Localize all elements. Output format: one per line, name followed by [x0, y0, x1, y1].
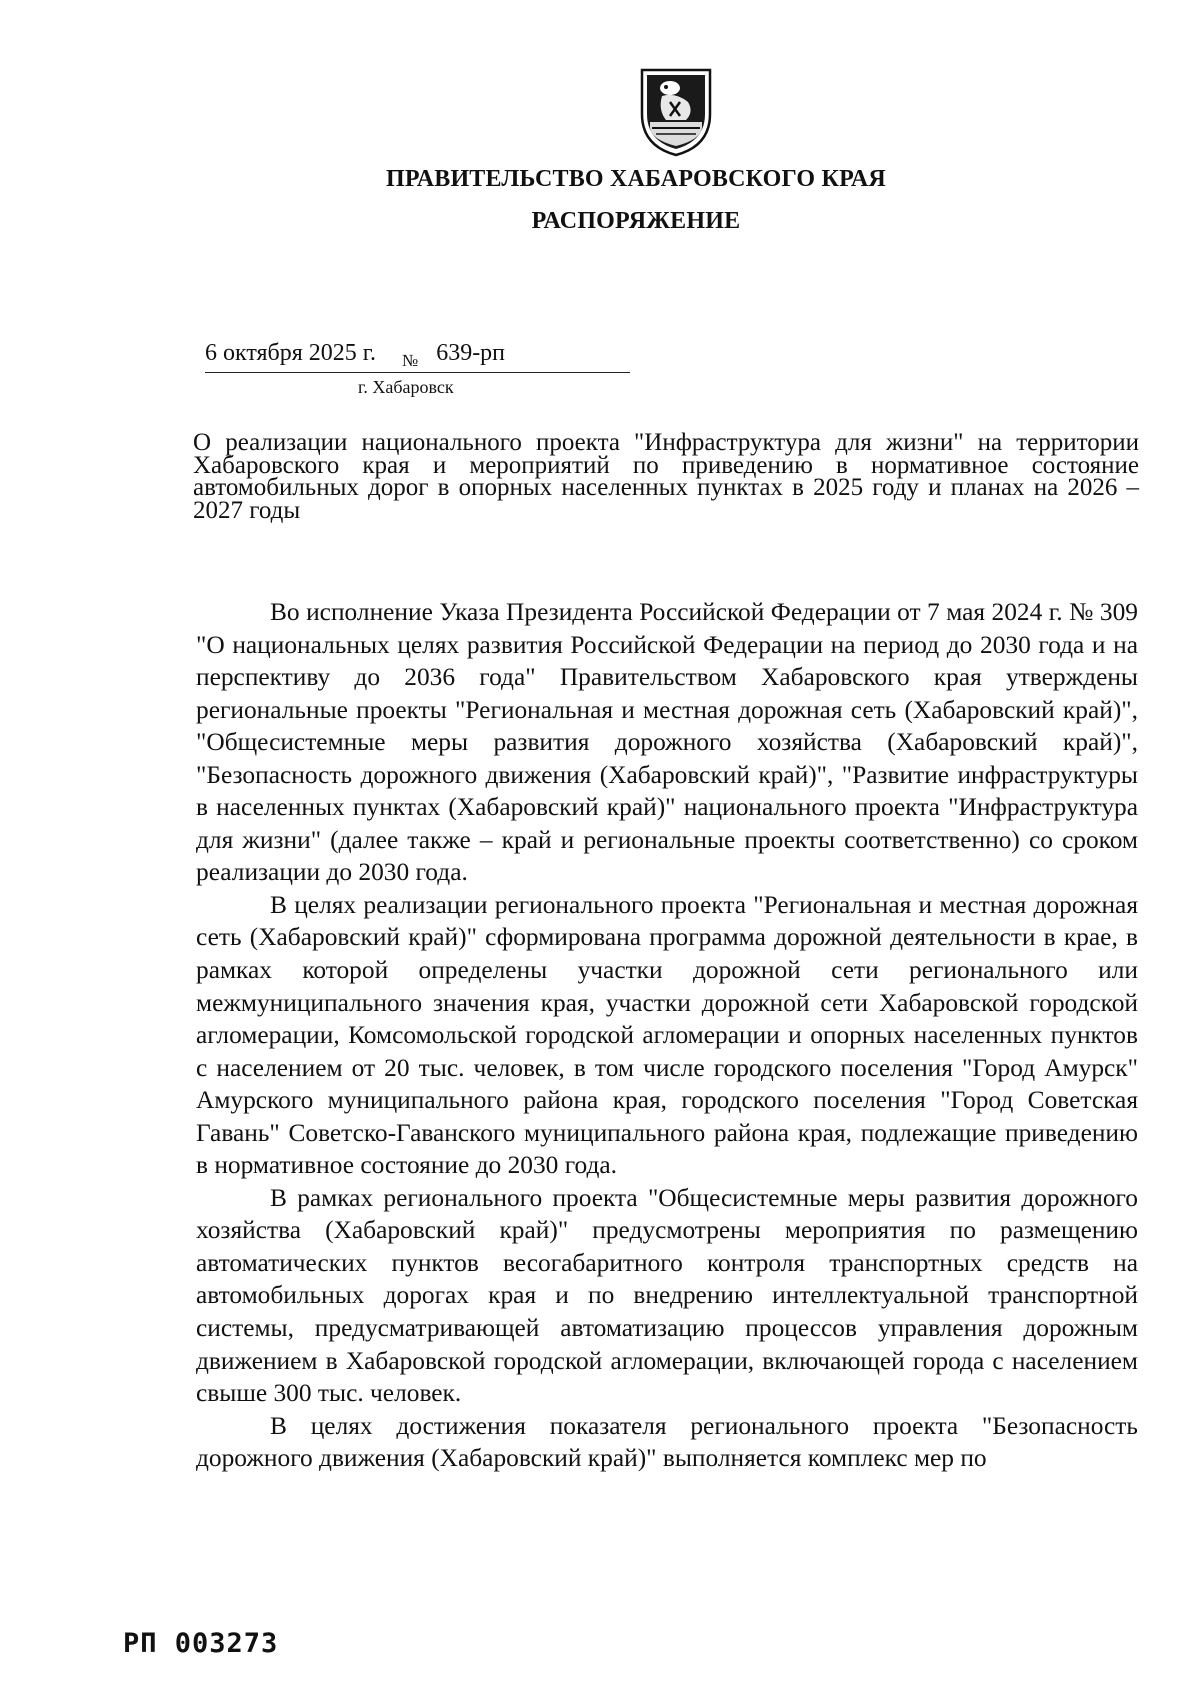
document-body	[196, 596, 1138, 1475]
authority-title: ПРАВИТЕЛЬСТВО ХАБАРОВСКОГО КРАЯ	[386, 166, 886, 192]
body-paragraph: В целях достижения показателя регионального проекта "Безопасность дорожного движения (Хабаровский край)" выполняется комплекс мер по	[196, 1411, 1138, 1473]
date-number-line	[205, 340, 505, 371]
body-paragraph: В рамках регионального проекта "Общесистемные меры развития дорожного хозяйства (Хабаровский край)" предусмотрены мероприятия по размещению автоматических пунктов весогабаритного контроля транспортных средств на автомобильных дорогах края и по внедрению интеллектуальной транспортной системы, предусматривающей автоматизацию процессов управления дорожным движением в Хабаровской городской агломерации, включающей города с населением свыше 300 тыс. человек.	[196, 1183, 1138, 1408]
document-date: 6 октября 2025 г.	[205, 340, 376, 366]
body-paragraph: Во исполнение Указа Президента Российской Федерации от 7 мая 2024 г. № 309 "О национальных целях развития Российской Федерации на период до 2030 года и на перспективу до 2036 года" Правительством Хабаровского края утверждены региональные проекты "Региональная и местная дорожная сеть (Хабаровский край)", "Общесистемные меры развития дорожного хозяйства (Хабаровский край)", "Безопасность дорожного движения (Хабаровский край)", "Развитие инфраструктуры в населенных пунктах (Хабаровский край)" национального проекта "Инфраструктура для жизни" (далее также – край и региональные проекты соответственно) со сроком реализации до 2030 года.	[196, 598, 1138, 887]
document-subject: О реализации национального проекта "Инфраструктура для жизни" на территории Хабаровского края и мероприятий по приведению в нормативное состояние автомобильных дорог в опорных населенных пунктах в 2025 году и планах на 2026 – 2027 годы	[193, 429, 1139, 524]
document-number: 639-рп	[436, 340, 506, 366]
serial-number: РП 003273	[123, 1628, 279, 1659]
date-underline	[205, 372, 630, 373]
number-sign: №	[401, 351, 419, 370]
city-name: г. Хабаровск	[358, 377, 454, 397]
coat-of-arms-icon	[636, 62, 716, 158]
document-type: РАСПОРЯЖЕНИЕ	[531, 208, 741, 234]
body-paragraph: В целях реализации регионального проекта "Региональная и местная дорожная сеть (Хабаровский край)" сформирована программа дорожной деятельности в крае, в рамках которой определены участки дорожной сети регионального или межмуниципального значения края, участки дорожной сети Хабаровской городской агломерации, Комсомольской городской агломерации и опорных населенных пунктов с населением от 20 тыс. человек, в том числе городского поселения "Город Амурск" Амурского муниципального района края, городского поселения "Город Советская Гавань" Советско-Гаванского муниципального района края, подлежащие приведению в нормативное состояние до 2030 года.	[196, 890, 1138, 1180]
